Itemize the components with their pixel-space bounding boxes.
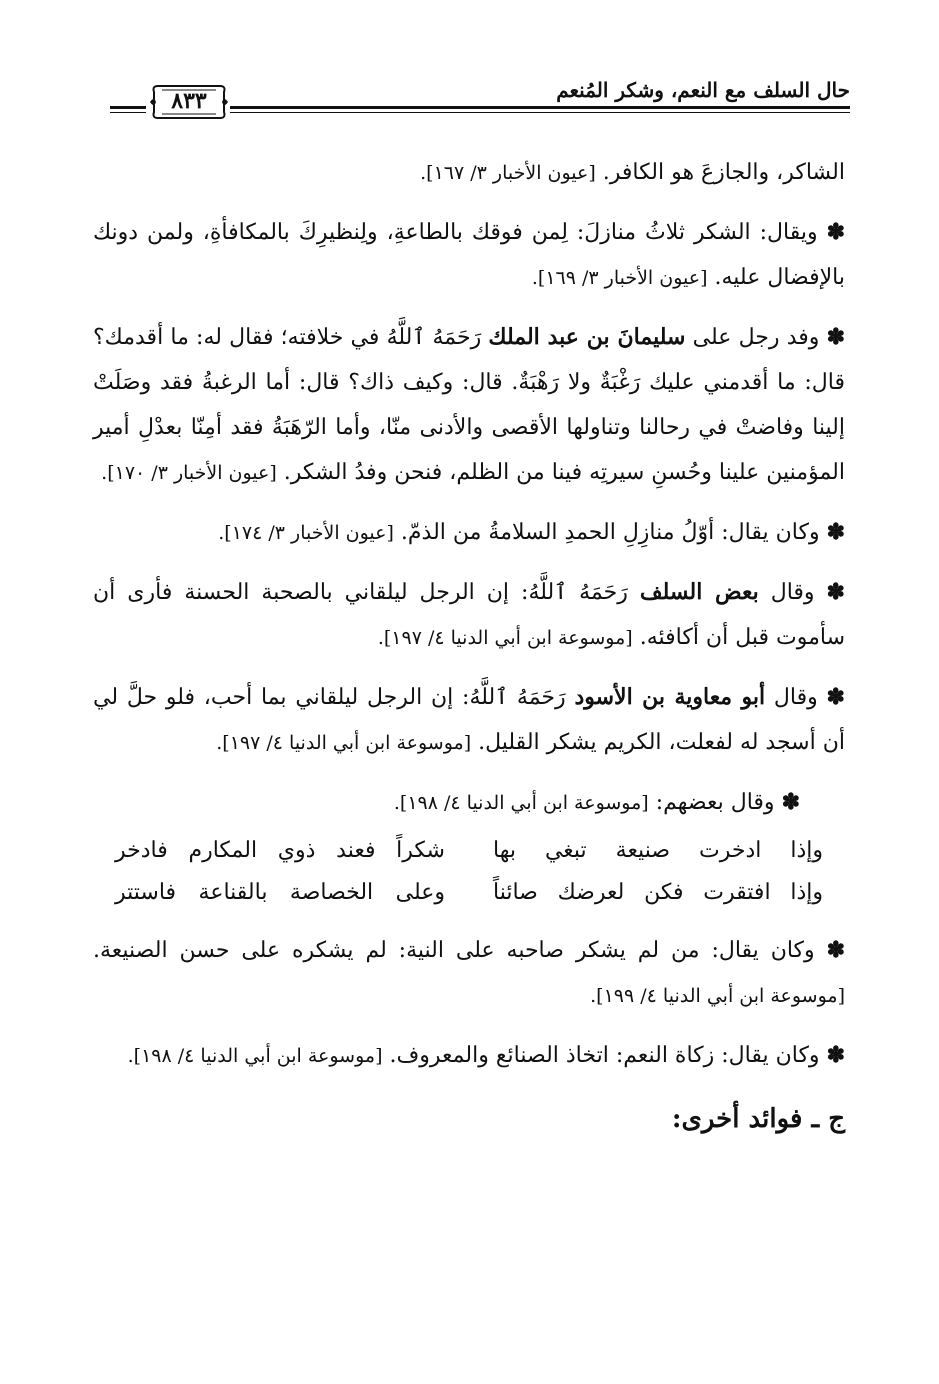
paragraph-lead: وفد رجل على <box>692 325 820 350</box>
paragraph-text: وكان يقال: من لم يشكر صاحبه على النية: لم يشكره على حسن الصنيعة. <box>93 938 815 963</box>
first-hemistich: وإذا افتقرت فكن لعرضك صائناً <box>493 880 823 905</box>
paragraph-text: الشاكر، والجازعَ هو الكافر. <box>602 160 845 185</box>
paragraph <box>93 928 845 1019</box>
poem <box>93 830 845 914</box>
second-hemistich: وعلى الخصاصة بالقناعة فاستتر <box>115 880 445 905</box>
person-name: أبو معاوية بن الأسود <box>574 684 766 710</box>
paragraph-text: ويقال: الشكر ثلاثُ منازلَ: لِمن فوقك بالطاعةِ، ولِنظيرِكَ بالمكافأةِ، ولمن دونك بالإفضال عليه. <box>93 220 845 290</box>
bullet-star-icon: ✽ <box>826 324 846 350</box>
citation: [عيون الأخبار ٣/ ١٧٤]. <box>218 522 394 544</box>
bullet-star-icon: ✽ <box>826 579 845 605</box>
poem-intro <box>93 780 845 826</box>
citation: [موسوعة ابن أبي الدنيا ٤/ ١٩٧]. <box>216 732 472 754</box>
paragraph-text: وكان يقال: زكاة النعم: اتخاذ الصنائع والمعروف. <box>389 1043 820 1068</box>
paragraph-lead: وقال <box>773 685 818 710</box>
person-name: سليمانَ بن عبد الملك <box>488 324 686 350</box>
bullet-star-icon: ✽ <box>826 219 845 245</box>
citation: [عيون الأخبار ٣/ ١٦٧]. <box>420 162 596 184</box>
person-name: بعض السلف <box>639 579 759 605</box>
page-number: ٨٣٣ <box>171 88 207 114</box>
citation: [عيون الأخبار ٣/ ١٧٠]. <box>101 462 277 484</box>
citation: [موسوعة ابن أبي الدنيا ٤/ ١٩٨]. <box>393 792 649 814</box>
first-hemistich: وإذا ادخرت صنيعة تبغي بها <box>493 838 823 863</box>
bullet-star-icon: ✽ <box>781 789 800 815</box>
paragraph <box>93 570 845 661</box>
bullet-star-icon: ✽ <box>826 1042 845 1068</box>
paragraph <box>93 210 845 301</box>
paragraph-text: وقال بعضهم: <box>655 790 775 815</box>
paragraph <box>93 1033 845 1079</box>
paragraph <box>93 150 845 196</box>
citation: [موسوعة ابن أبي الدنيا ٤/ ١٩٨]. <box>127 1045 383 1067</box>
paragraph <box>93 315 845 496</box>
bullet-star-icon: ✽ <box>826 684 845 710</box>
second-hemistich: شكراً فعند ذوي المكارم فادخر <box>115 838 445 863</box>
page-header <box>110 70 850 122</box>
header-rule-right <box>230 106 850 109</box>
paragraph-text: رَحَمَهُ ٱللَّهُ في خلافته؛ فقال له: ما أقدمك؟ قال: ما أقدمني عليك رَغْبَةٌ ولا رَهْبَةٌ. قال: وكيف ذاك؟ قال: أما الرغبةُ فقد وصَلَتْ إلينا وفاضتْ في رحالنا وتناولها الأقصى والأدنى منّا، وأما الرّهَبَةُ فقد أمِنّا بعدْلِ أمير المؤمنين علينا وحُسنِ سيرتِه فينا من الظلم، فنحن وفدُ الشكر. <box>93 325 845 485</box>
header-rule-left <box>110 106 146 109</box>
bullet-star-icon: ✽ <box>826 937 845 963</box>
paragraph-text: رَحَمَهُ ٱللَّهُ: إن الرجل ليلقاني بما أحب، فلو حلَّ لي أن أسجد له لفعلت، الكريم يشكر القليل. <box>93 685 845 755</box>
citation: [موسوعة ابن أبي الدنيا ٤/ ١٩٩]. <box>590 985 845 1007</box>
poem-verse <box>93 872 845 914</box>
poem-verse <box>93 830 845 872</box>
page-content <box>93 150 845 1139</box>
page-number-frame <box>148 82 230 122</box>
citation: [عيون الأخبار ٣/ ١٦٩]. <box>531 267 708 289</box>
paragraph <box>93 675 845 766</box>
paragraph-lead: وقال <box>770 580 815 605</box>
section-heading: ج ـ فوائد أخرى: <box>671 1104 845 1134</box>
running-title: حال السلف مع النعم، وشكر المُنعم <box>556 78 850 102</box>
citation: [موسوعة ابن أبي الدنيا ٤/ ١٩٧]. <box>377 627 633 649</box>
paragraph-text: رَحَمَهُ ٱللَّهُ: إن الرجل ليلقاني بالصحبة الحسنة فأرى أن سأموت قبل أن أكافئه. <box>93 580 845 650</box>
paragraph-text: وكان يقال: أوّلُ منازِلِ الحمدِ السلامةُ من الذمّ. <box>400 520 820 545</box>
bullet-star-icon: ✽ <box>826 519 845 545</box>
paragraph <box>93 510 845 556</box>
